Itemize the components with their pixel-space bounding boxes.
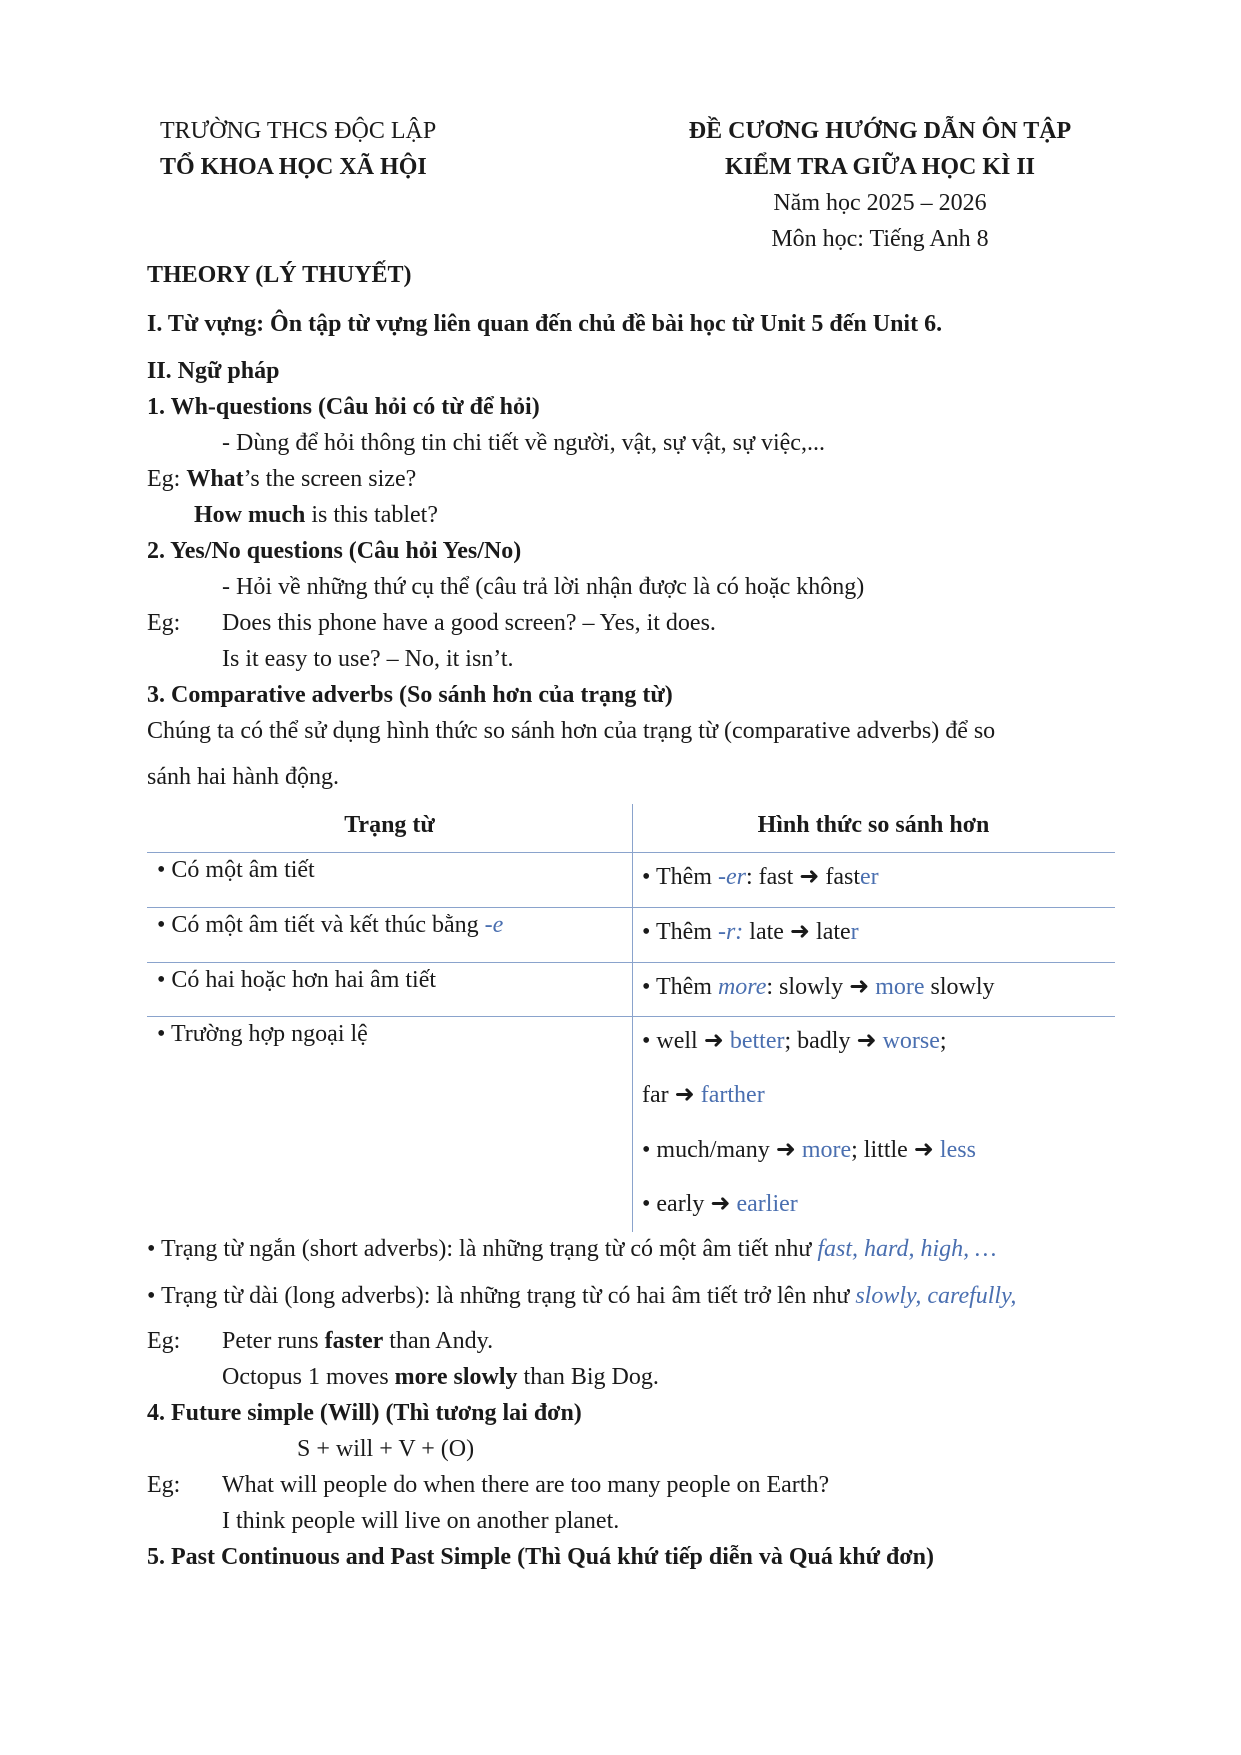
- department-name: TỔ KHOA HỌC XÃ HỘI: [160, 154, 427, 180]
- cell-text: • early ➜: [642, 1191, 737, 1217]
- future-example-2: I think people will live on another planet.: [222, 1508, 620, 1534]
- suffix: -e: [484, 912, 504, 938]
- cell-text: • much/many ➜: [642, 1137, 802, 1163]
- comparative-example-2: [222, 1364, 659, 1391]
- table-header-comparative: Hình thức so sánh hơn: [757, 812, 990, 838]
- yes-no-example-1: Does this phone have a good screen? – Yes, it does.: [222, 610, 716, 636]
- example-text: Peter runs: [222, 1328, 325, 1354]
- yes-no-heading: 2. Yes/No questions (Câu hỏi Yes/No): [147, 538, 522, 564]
- eg-label: Eg:: [147, 610, 181, 636]
- cell-text: • Thêm: [642, 974, 718, 1000]
- eg-label: Eg:: [147, 1472, 181, 1498]
- example-text: is this tablet?: [305, 502, 438, 528]
- table-rule: [147, 962, 1115, 963]
- cell-text: late ➜ late: [743, 919, 851, 945]
- comparative-intro-line1: Chúng ta có thể sử dụng hình thức so sánh hơn của trạng từ (comparative adverbs) để so: [147, 718, 996, 744]
- yes-no-desc: - Hỏi về những thứ cụ thể (câu trả lời nhận được là có hoặc không): [222, 574, 865, 600]
- table-cell-form: [642, 1026, 947, 1055]
- note-examples: slowly, carefully,: [855, 1283, 1017, 1309]
- note-text: • Trạng từ dài (long adverbs): là những trạng từ có hai âm tiết trở lên như: [147, 1283, 856, 1309]
- suffix: -er: [717, 864, 746, 890]
- cell-text: ;: [939, 1028, 947, 1054]
- irregular-form: better: [729, 1028, 785, 1054]
- comparative-table: [147, 804, 1115, 1232]
- irregular-form: worse: [882, 1028, 940, 1054]
- eg-label: Eg:: [147, 1328, 181, 1354]
- example-text: than Andy.: [383, 1328, 494, 1354]
- table-cell-rule: [157, 912, 503, 939]
- more-word: more: [875, 974, 925, 1000]
- table-header-adverb: Trạng từ: [344, 812, 435, 838]
- table-cell-form: [642, 972, 995, 1001]
- example-text: Octopus 1 moves: [222, 1364, 395, 1390]
- irregular-form: earlier: [736, 1191, 798, 1217]
- table-cell-form: [642, 1189, 798, 1218]
- table-cell-form: [642, 1080, 765, 1109]
- future-simple-heading: 4. Future simple (Will) (Thì tương lai đơn): [147, 1400, 582, 1426]
- table-rule: [147, 852, 1115, 853]
- table-cell-rule: • Có một âm tiết: [157, 857, 315, 883]
- more-word: more: [717, 974, 767, 1000]
- note-text: • Trạng từ ngắn (short adverbs): là những trạng từ có một âm tiết như: [147, 1236, 818, 1262]
- table-cell-form: [642, 862, 879, 891]
- long-adverbs-note: [147, 1283, 1016, 1310]
- example-text: ’s the screen size?: [243, 466, 417, 492]
- comparative-intro-line2: sánh hai hành động.: [147, 764, 339, 790]
- suffix: -r:: [717, 919, 744, 945]
- school-year: Năm học 2025 – 2026: [773, 190, 987, 216]
- comparative-example-1: [222, 1328, 493, 1355]
- school-name: TRƯỜNG THCS ĐỘC LẬP: [160, 118, 437, 144]
- table-rule: [147, 1016, 1115, 1017]
- cell-text: ; badly ➜: [784, 1028, 883, 1054]
- yes-no-example-2: Is it easy to use? – No, it isn’t.: [222, 646, 514, 672]
- irregular-form: farther: [700, 1082, 765, 1108]
- cell-text: • Có một âm tiết và kết thúc bằng: [157, 912, 485, 938]
- wh-questions-desc: - Dùng để hỏi thông tin chi tiết về người, vật, sự vật, sự việc,...: [222, 430, 825, 456]
- wh-example-1: [147, 466, 416, 493]
- example-highlight: more slowly: [394, 1364, 518, 1390]
- comparative-heading: 3. Comparative adverbs (So sánh hơn của trạng từ): [147, 682, 673, 708]
- wh-word: What: [186, 466, 244, 492]
- wh-questions-heading: 1. Wh-questions (Câu hỏi có từ để hỏi): [147, 394, 540, 420]
- document-title-line1: ĐỀ CƯƠNG HƯỚNG DẪN ÔN TẬP: [688, 118, 1072, 144]
- table-cell-rule: • Có hai hoặc hơn hai âm tiết: [157, 967, 437, 993]
- theory-heading: THEORY (LÝ THUYẾT): [147, 262, 412, 288]
- irregular-form: less: [939, 1137, 976, 1163]
- past-tenses-heading: 5. Past Continuous and Past Simple (Thì Quá khứ tiếp diễn và Quá khứ đơn): [147, 1544, 934, 1570]
- subject: Môn học: Tiếng Anh 8: [771, 226, 989, 252]
- section-vocabulary: I. Từ vựng: Ôn tập từ vựng liên quan đến chủ đề bài học từ Unit 5 đến Unit 6.: [147, 311, 943, 337]
- section-grammar: II. Ngữ pháp: [147, 358, 280, 384]
- cell-text: ; little ➜: [851, 1137, 940, 1163]
- table-cell-rule: • Trường hợp ngoại lệ: [157, 1021, 368, 1047]
- table-cell-form: [642, 1135, 976, 1164]
- short-adverbs-note: [147, 1236, 996, 1263]
- irregular-form: more: [801, 1137, 852, 1163]
- suffix: r: [850, 919, 859, 945]
- suffix: er: [860, 864, 879, 890]
- cell-text: slowly: [924, 974, 995, 1000]
- cell-text: far ➜: [642, 1082, 701, 1108]
- cell-text: : fast ➜ fast: [745, 864, 861, 890]
- table-divider: [632, 804, 633, 1232]
- document-title-line2: KIỂM TRA GIỮA HỌC KÌ II: [724, 154, 1036, 180]
- cell-text: • Thêm: [642, 864, 718, 890]
- example-highlight: faster: [324, 1328, 384, 1354]
- table-cell-form: [642, 917, 859, 946]
- example-text: than Big Dog.: [517, 1364, 659, 1390]
- table-rule: [147, 907, 1115, 908]
- future-simple-formula: S + will + V + (O): [297, 1436, 475, 1462]
- cell-text: : slowly ➜: [766, 974, 876, 1000]
- cell-text: • Thêm: [642, 919, 718, 945]
- wh-example-2: [194, 502, 438, 529]
- future-example-1: What will people do when there are too many people on Earth?: [222, 1472, 830, 1498]
- eg-label: Eg:: [147, 466, 187, 492]
- note-examples: fast, hard, high, …: [817, 1236, 997, 1262]
- wh-word: How much: [194, 502, 306, 528]
- cell-text: • well ➜: [642, 1028, 730, 1054]
